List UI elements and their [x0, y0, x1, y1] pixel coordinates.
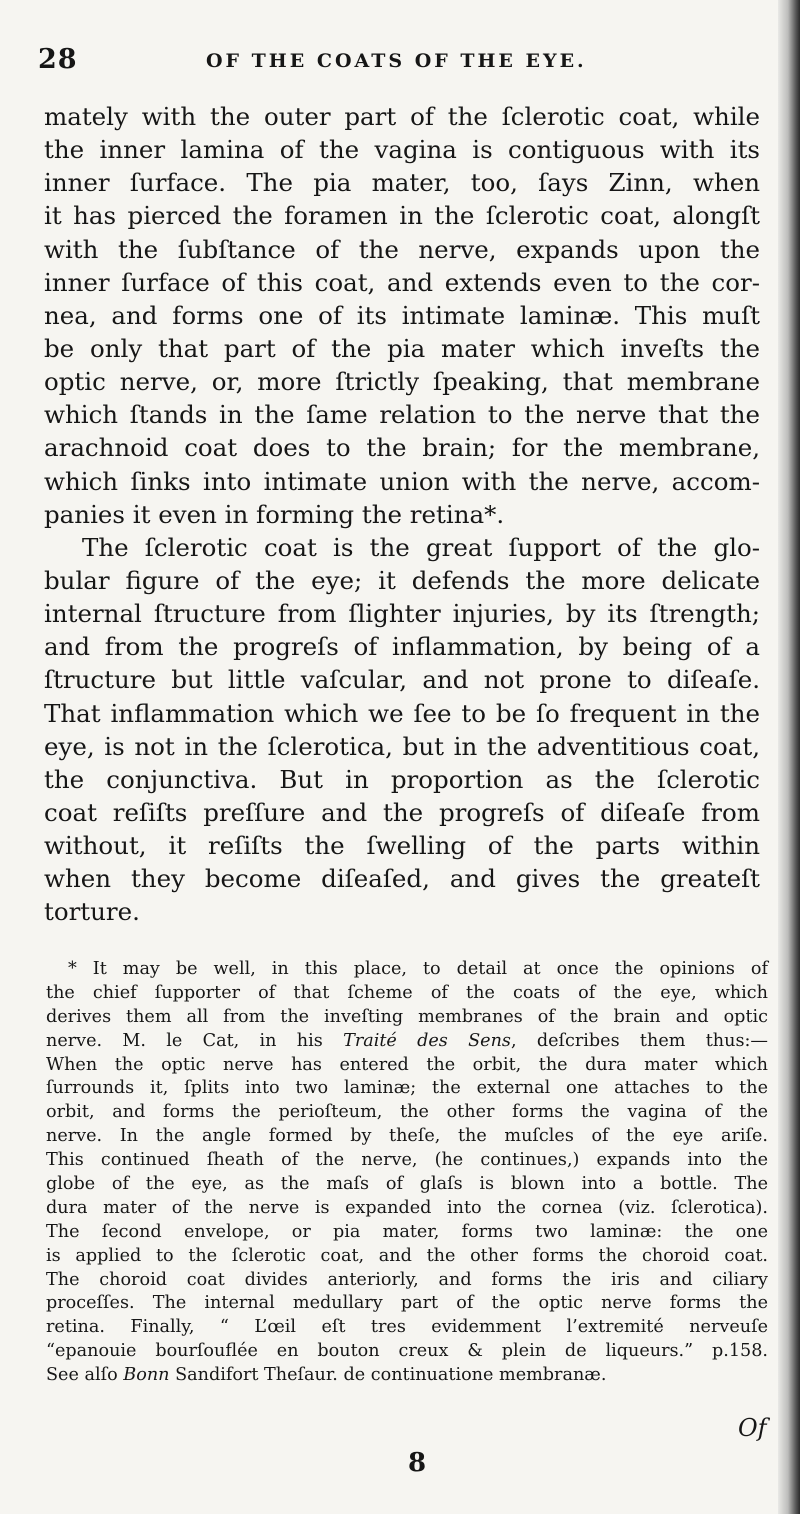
text-line: inner ſurface. The pia mater, too, ſays Zinn, when: [44, 168, 760, 198]
footnote-line: dura mater of the nerve is expanded into the cornea (viz. ſclerotica).: [46, 1197, 768, 1218]
text-line: the inner lamina of the vagina is contiguous with its: [44, 135, 760, 165]
footnote-line: This continued ſheath of the nerve, (he continues,) expands into the: [46, 1150, 768, 1171]
text-line: The ſclerotic coat is the great ſupport of the glo-: [82, 532, 760, 562]
page-edge-shadow: [778, 0, 800, 1514]
footnote-line: * It may be well, in this place, to detail at once the opinions of: [68, 959, 768, 979]
footnote-line: “epanouie bourſouflée en bouton creux & plein de liqueurs.” p.158.: [46, 1341, 768, 1362]
text-line: inner ſurface of this coat, and extends even to the cor-: [44, 267, 760, 297]
text-line: torture.: [44, 897, 140, 927]
text-line: ſtructure but little vaſcular, and not prone to diſeaſe.: [44, 665, 760, 695]
footnote-line: orbit, and forms the perioſteum, the other forms the vagina of the: [46, 1102, 768, 1123]
text-line: nea, and forms one of its intimate laminæ. This muſt: [44, 300, 760, 330]
text-line: arachnoid coat does to the brain; for the membrane,: [44, 433, 760, 463]
signature-mark: 8: [408, 1448, 427, 1478]
running-head: OF THE COATS OF THE EYE.: [206, 50, 587, 72]
text-line: mately with the outer part of the ſclerotic coat, while: [44, 102, 760, 131]
footnote-line: When the optic nerve has entered the orbit, the dura mater which: [46, 1054, 768, 1075]
footnote-line: The ſecond envelope, or pia mater, forms two laminæ: the one: [46, 1221, 768, 1242]
footnote-line: nerve. M. le Cat, in his Traité des Sens, deſcribes them thus:—: [46, 1030, 768, 1051]
page-number: 28: [38, 44, 78, 75]
text-line: which ſtands in the ſame relation to the nerve that the: [44, 400, 760, 430]
footnote-line: retina. Finally, “ L’œil eſt tres evidemment l’extremité nerveuſe: [46, 1317, 768, 1338]
page-header: [38, 44, 758, 78]
text-line: coat reſiſts preſſure and the progreſs of diſeaſe from: [44, 797, 760, 827]
footnote-line: ſurrounds it, ſplits into two laminæ; the external one attaches to the: [46, 1078, 768, 1099]
text-line: and from the progreſs of inflammation, by being of a: [44, 632, 760, 662]
text-line: which ſinks into intimate union with the nerve, accom-: [44, 466, 760, 496]
text-line: with the ſubſtance of the nerve, expands upon the: [44, 234, 760, 264]
text-line: panies it even in forming the retina*.: [44, 499, 505, 529]
footnote-line: proceſſes. The internal medullary part of the optic nerve forms the: [46, 1293, 768, 1314]
footnote-line: derives them all from the inveſting membranes of the brain and optic: [46, 1006, 768, 1027]
text-line: That inflammation which we ſee to be ſo frequent in the: [44, 698, 760, 728]
footnote-line: the chief ſupporter of that ſcheme of the coats of the eye, which: [46, 982, 768, 1003]
text-line: bular figure of the eye; it defends the more delicate: [44, 565, 760, 595]
catchword: Of: [738, 1414, 767, 1442]
text-line: internal ſtructure from ſlighter injuries, by its ſtrength;: [44, 599, 760, 629]
text-line: without, it reſiſts the ſwelling of the parts within: [44, 831, 760, 861]
text-line: eye, is not in the ſclerotica, but in the adventitious coat,: [44, 731, 760, 761]
footnote: [46, 958, 768, 1388]
text-line: optic nerve, or, more ſtrictly ſpeaking, that membrane: [44, 367, 760, 397]
text-line: be only that part of the pia mater which inveſts the: [44, 333, 760, 363]
footnote-line: The choroid coat divides anteriorly, and forms the iris and ciliary: [46, 1269, 768, 1290]
text-line: when they become diſeaſed, and gives the greateſt: [44, 864, 760, 894]
main-text: [44, 100, 760, 929]
footnote-line: globe of the eye, as the maſs of glaſs is blown into a bottle. The: [46, 1174, 768, 1195]
text-line: the conjunctiva. But in proportion as the ſclerotic: [44, 764, 760, 794]
footnote-line: is applied to the ſclerotic coat, and the other forms the choroid coat.: [46, 1245, 768, 1266]
text-line: it has pierced the foramen in the ſclerotic coat, alongſt: [44, 201, 760, 231]
footnote-line: nerve. In the angle formed by theſe, the muſcles of the eye ariſe.: [46, 1126, 768, 1147]
footnote-line: See alſo Bonn Sandifort Theſaur. de continuatione membranæ.: [46, 1365, 607, 1386]
